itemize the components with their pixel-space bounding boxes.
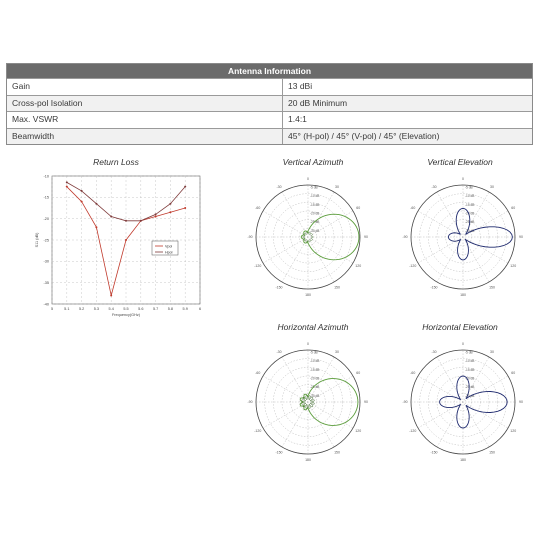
data-point: [140, 220, 142, 222]
x-tick-label: 5.4: [108, 307, 114, 311]
y-tick-label: -10: [43, 174, 49, 179]
polar-angle-label: 30: [335, 349, 339, 354]
polar-ring-label: -15 dB: [310, 202, 320, 207]
polar-angle-label: -150: [275, 285, 283, 290]
horizontal-elevation-plot: [398, 337, 528, 467]
x-tick-label: 5.7: [152, 307, 159, 311]
y-tick-label: -20: [43, 216, 49, 221]
data-point: [125, 239, 127, 241]
polar-ring-label: -15 dB: [465, 367, 475, 372]
polar-angle-label: -90: [247, 235, 253, 240]
data-point: [66, 186, 68, 188]
x-tick-label: 5.2: [78, 307, 85, 311]
polar-angle-label: 0: [307, 177, 309, 182]
table-row: [7, 128, 532, 145]
data-point: [184, 207, 186, 209]
y-tick-label: -15: [43, 195, 49, 200]
y-tick-label: -25: [43, 238, 49, 243]
polar-angle-label: 180: [460, 293, 466, 298]
polar-angle-label: 150: [334, 285, 340, 290]
y-axis-label: S11 (dB): [35, 232, 39, 248]
polar-angle-label: 30: [490, 184, 494, 189]
data-point: [81, 190, 83, 192]
data-point: [155, 213, 157, 215]
polar-angle-label: -90: [402, 400, 408, 405]
polar-angle-label: -30: [431, 349, 437, 354]
polar-angle-label: -120: [409, 264, 417, 269]
return-loss-title: Return Loss: [93, 157, 139, 167]
polar-ring-label: -20 dB: [310, 211, 320, 216]
polar-ring-label: -30 dB: [310, 393, 320, 398]
data-point: [169, 203, 171, 205]
polar-angle-label: 90: [364, 400, 368, 405]
polar-angle-label: 60: [511, 206, 516, 211]
polar-angle-label: 180: [305, 458, 311, 463]
polar-angle-label: 90: [519, 235, 523, 240]
horizontal-elevation-title: Horizontal Elevation: [422, 322, 498, 332]
polar-angle-label: -150: [430, 285, 438, 290]
table-row: [7, 111, 532, 128]
polar-angle-label: 30: [335, 184, 339, 189]
polar-angle-label: 60: [356, 206, 361, 211]
data-point: [95, 226, 97, 228]
horizontal-azimuth-title: Horizontal Azimuth: [277, 322, 349, 332]
legend-label: Vpol: [165, 244, 173, 249]
data-point: [95, 203, 97, 205]
data-point: [110, 216, 112, 218]
row-label: Gain: [7, 79, 283, 95]
polar-ring-label: -15 dB: [465, 202, 475, 207]
polar-angle-label: -60: [255, 371, 261, 376]
polar-angle-label: 90: [364, 235, 368, 240]
polar-ring-label: -20 dB: [310, 376, 320, 381]
polar-ring-label: -25 dB: [310, 220, 320, 225]
polar-angle-label: 90: [519, 400, 523, 405]
row-value: 1.4:1: [288, 114, 307, 124]
polar-angle-label: 30: [490, 349, 494, 354]
row-label: Max. VSWR: [7, 112, 283, 128]
polar-angle-label: -60: [410, 371, 416, 376]
table-header: Antenna Information: [7, 64, 532, 78]
row-value: 20 dB Minimum: [288, 97, 348, 108]
polar-ring-label: -30 dB: [465, 228, 475, 233]
polar-angle-label: 0: [462, 177, 464, 182]
return-loss-chart: [30, 170, 210, 315]
legend-label: Hpol: [165, 250, 173, 255]
polar-angle-label: 180: [460, 458, 466, 463]
polar-angle-label: 120: [510, 264, 517, 269]
polar-angle-label: 60: [356, 371, 361, 376]
y-tick-label: -35: [43, 280, 49, 285]
table-row: [7, 95, 532, 112]
polar-angle-label: 150: [489, 450, 495, 455]
polar-ring-label: -30 dB: [310, 228, 320, 233]
polar-ring-label: -20 dB: [465, 211, 475, 216]
polar-angle-label: -60: [255, 206, 261, 211]
polar-ring-label: -5 dB: [310, 350, 318, 355]
polar-angle-label: -60: [410, 206, 416, 211]
x-tick-label: 5: [50, 307, 54, 311]
polar-angle-label: -90: [247, 400, 253, 405]
polar-ring-label: -30 dB: [465, 393, 475, 398]
polar-ring-label: -10 dB: [465, 359, 475, 364]
vertical-elevation-plot: [398, 172, 528, 302]
polar-angle-label: 150: [489, 285, 495, 290]
polar-angle-label: -30: [276, 184, 282, 189]
polar-angle-label: 60: [511, 371, 516, 376]
polar-angle-label: 0: [462, 342, 464, 347]
polar-angle-label: 180: [305, 293, 311, 298]
x-tick-label: 5.9: [182, 307, 188, 311]
polar-angle-label: -90: [402, 235, 408, 240]
data-point: [184, 186, 186, 188]
row-value: 45° (H-pol) / 45° (V-pol) / 45° (Elevation): [288, 130, 440, 141]
antenna-info-table: [6, 63, 533, 145]
table-row: [7, 78, 532, 95]
polar-ring-label: -10 dB: [465, 194, 475, 199]
x-tick-label: 5.5: [123, 307, 129, 311]
polar-angle-label: -30: [276, 349, 282, 354]
vertical-azimuth-title: Vertical Azimuth: [282, 157, 344, 167]
polar-ring-label: -25 dB: [465, 220, 475, 225]
polar-ring-label: -25 dB: [465, 385, 475, 390]
x-tick-label: 6: [198, 307, 202, 311]
data-point: [169, 211, 171, 213]
polar-angle-label: 120: [355, 429, 362, 434]
row-value: 13 dBi: [288, 81, 313, 91]
polar-angle-label: -150: [430, 450, 438, 455]
polar-ring-label: -15 dB: [310, 367, 320, 372]
data-point: [125, 220, 127, 222]
data-point: [155, 216, 157, 218]
x-tick-label: 5.3: [93, 307, 100, 311]
polar-angle-label: 120: [355, 264, 362, 269]
polar-ring-label: -10 dB: [310, 194, 320, 199]
y-tick-label: -40: [43, 302, 49, 307]
vertical-elevation-title: Vertical Elevation: [427, 157, 493, 167]
legend: [152, 241, 178, 255]
x-axis-label: Frequency(GHz): [111, 313, 141, 317]
x-tick-label: 5.1: [64, 307, 70, 311]
y-tick-label: -30: [43, 259, 49, 264]
data-point: [81, 201, 83, 203]
row-label: Cross-pol Isolation: [7, 96, 283, 112]
data-point: [110, 294, 112, 296]
polar-angle-label: -150: [275, 450, 283, 455]
polar-angle-label: -30: [431, 184, 437, 189]
polar-angle-label: 120: [510, 429, 517, 434]
x-tick-label: 5.6: [138, 307, 144, 311]
polar-angle-label: -120: [409, 429, 417, 434]
polar-angle-label: 150: [334, 450, 340, 455]
x-tick-label: 5.8: [167, 307, 174, 311]
row-label: Beamwidth: [7, 129, 283, 145]
polar-angle-label: -120: [254, 264, 262, 269]
polar-ring-label: -10 dB: [310, 359, 320, 364]
polar-ring-label: -5 dB: [310, 185, 318, 190]
polar-ring-label: -25 dB: [310, 385, 320, 390]
vertical-azimuth-plot: [243, 172, 373, 302]
polar-angle-label: -120: [254, 429, 262, 434]
polar-angle-label: 0: [307, 342, 309, 347]
polar-ring-label: -20 dB: [465, 376, 475, 381]
data-point: [66, 181, 68, 183]
polar-ring-label: -5 dB: [465, 185, 473, 190]
polar-ring-label: -5 dB: [465, 350, 473, 355]
horizontal-azimuth-plot: [243, 337, 373, 467]
